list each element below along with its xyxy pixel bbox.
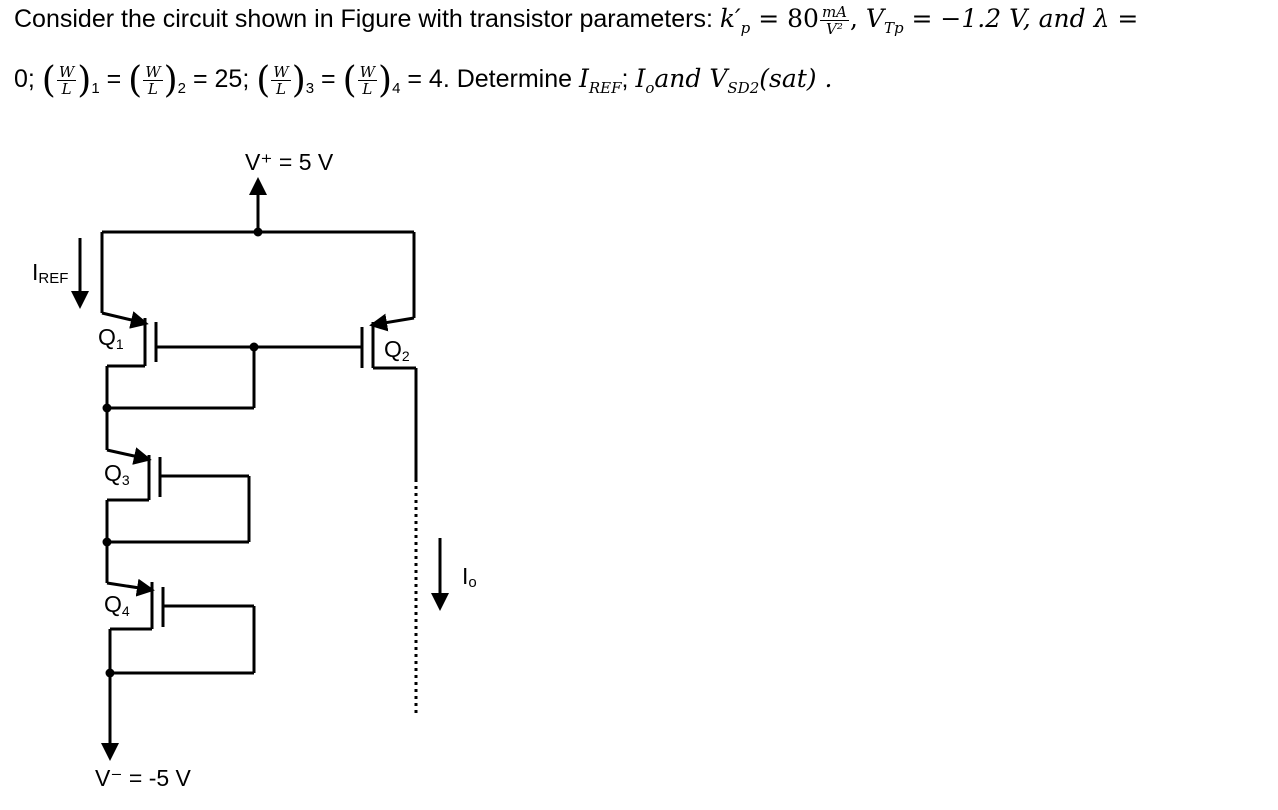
q4-label: Q4 [104,591,130,619]
q2-label: Q2 [384,336,410,364]
vsd-subscript: SD2 [727,79,760,98]
q3-source-arrow [107,450,143,458]
wl-fraction-2: $\frac{W}{L}$ [145,63,161,98]
kp-symbol: k′ [719,4,741,34]
sat-text: (sat) . [759,64,833,94]
problem-line-1: Consider the circuit shown in Figure with transistor parameters: $k'_p = 80$ $\frac{mA}{\text{V²}}$ , $V_{Tp} = -1.2$ V, and λ = [14,3,1139,38]
vplus-label: V⁺ = 5 V [245,149,334,175]
kp-subscript: p [740,19,751,38]
q3-label: Q3 [104,460,130,488]
io-subscript: o [645,79,655,98]
vsd-symbol: V [709,64,728,94]
wl-equals-2: = [314,65,343,94]
wl-fraction-1: $\frac{W}{L}$ [58,63,75,98]
top-node [254,228,263,237]
problem-intro-text: Consider the circuit shown in Figure with transistor parameters: [14,5,720,34]
wl12-value: = 25; [186,65,257,94]
wl2-subscript: 2 [177,80,187,98]
iref-label: IREF [32,259,69,287]
io-symbol: I [635,64,646,94]
kp-unit-numerator: mA [821,3,847,21]
q4-source-arrow [107,583,146,589]
wl-fraction-3: $\frac{W}{L}$ [273,63,289,98]
vtp-subscript: Tp [883,19,904,38]
wl-fraction-4: $\frac{W}{L}$ [359,63,376,98]
iref-symbol: I [579,64,589,94]
vminus-label: V⁻ = -5 V [95,765,191,791]
wl3-subscript: 3 [305,80,315,98]
and-text: and [654,64,710,94]
problem-line-2: 0; ( $\frac{W}{L}$ )$_1$ = ( $\frac{W}{L}$ )$_2 = 25$; ( $\frac{W}{L}$ )$_3$ = ( $\frac{W}{L}$ )$_4 = 4$. Determine $I_{REF}$; $I_oand$ $V_{SD2}(sat)$ . [14,60,833,101]
wl-equals-1: = [99,65,129,94]
wl34-value: = 4. Determine [400,65,579,94]
separator: ; [621,65,636,94]
wl4-subscript: 4 [392,80,401,98]
io-label: Io [462,563,477,591]
iref-subscript: REF [588,79,622,98]
vtp-value: = −1.2 V, and λ = [903,4,1139,34]
vtp-symbol: V [865,4,884,34]
kp-unit-denominator: V² [826,20,843,38]
lambda-value: 0; [14,65,42,94]
q1-source-arrow [102,313,140,322]
q1-label: Q1 [98,324,124,352]
kp-equals: = 80 [750,4,819,34]
wl1-subscript: 1 [91,80,100,98]
q2-source-arrow [378,318,414,324]
